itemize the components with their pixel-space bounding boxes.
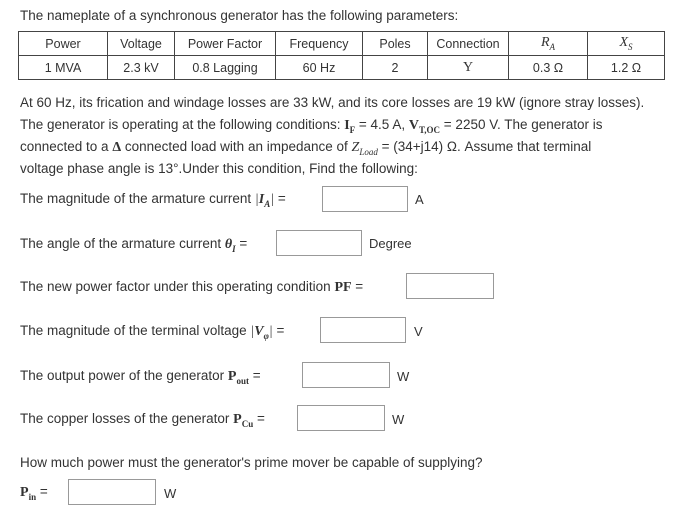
header-frequency: Frequency xyxy=(276,32,363,56)
header-poles: Poles xyxy=(363,32,428,56)
table-value-row xyxy=(19,56,665,80)
copper-losses-input[interactable] xyxy=(297,405,385,431)
paragraph-line-2: The generator is operating at the following conditions: $I_F = 4.5$ A, $V_{T,OC} = 2250$ V. The generator is xyxy=(20,117,603,135)
armature-current-angle-input[interactable] xyxy=(276,230,362,256)
question-armature-current-magnitude: The magnitude of the armature current $|I_A|$ = xyxy=(20,191,286,209)
value-ra: 0.3 Ω xyxy=(509,56,588,80)
value-voltage: 2.3 kV xyxy=(108,56,175,80)
question-power-factor: The new power factor under this operating condition PF = xyxy=(20,279,364,295)
header-ra: $R_A$ xyxy=(509,32,588,56)
armature-current-magnitude-input[interactable] xyxy=(322,186,408,212)
input-power-input[interactable] xyxy=(68,479,156,505)
unit-watts-copper: W xyxy=(392,412,405,427)
value-poles: 2 xyxy=(363,56,428,80)
question-prime-mover-power: How much power must the generator's prime mover be capable of supplying? xyxy=(20,455,483,470)
header-connection: Connection xyxy=(428,32,509,56)
question-output-power: The output power of the generator $P_{out}$ = xyxy=(20,368,261,386)
header-voltage: Voltage xyxy=(108,32,175,56)
nameplate-table xyxy=(18,31,665,80)
header-power-factor: Power Factor xyxy=(175,32,276,56)
value-connection: Y xyxy=(428,56,509,80)
paragraph-line-4: voltage phase angle is 13°.Under this condition, Find the following: xyxy=(20,161,418,176)
header-xs: $X_S$ xyxy=(588,32,665,56)
unit-amperes: A xyxy=(415,192,424,207)
value-xs: 1.2 Ω xyxy=(588,56,665,80)
table-header-row xyxy=(19,32,665,56)
question-armature-current-angle: The angle of the armature current $\theta_I$ = xyxy=(20,236,248,254)
question-copper-losses: The copper losses of the generator $P_{Cu}$ = xyxy=(20,411,265,429)
terminal-voltage-input[interactable] xyxy=(320,317,406,343)
unit-watts-input: W xyxy=(164,486,177,501)
output-power-input[interactable] xyxy=(302,362,390,388)
value-power: 1 MVA xyxy=(19,56,108,80)
value-frequency: 60 Hz xyxy=(276,56,363,80)
paragraph-line-3: connected to a Δ connected load with an impedance of $Z_{Load} = (34+j14)$ Ω. Assume that terminal xyxy=(20,139,592,157)
unit-watts-output: W xyxy=(397,369,410,384)
paragraph-line-1: At 60 Hz, its frication and windage losses are 33 kW, and its core losses are 19 kW (ignore stray losses). xyxy=(20,95,645,110)
unit-volts: V xyxy=(414,324,423,339)
question-terminal-voltage: The magnitude of the terminal voltage $|V_\varphi|$ = xyxy=(20,323,285,341)
header-power: Power xyxy=(19,32,108,56)
value-power-factor: 0.8 Lagging xyxy=(175,56,276,80)
power-factor-input[interactable] xyxy=(406,273,494,299)
unit-degree: Degree xyxy=(369,236,412,251)
problem-intro: The nameplate of a synchronous generator has the following parameters: xyxy=(20,8,459,23)
input-power-label: $P_{in}$ = xyxy=(20,484,48,502)
